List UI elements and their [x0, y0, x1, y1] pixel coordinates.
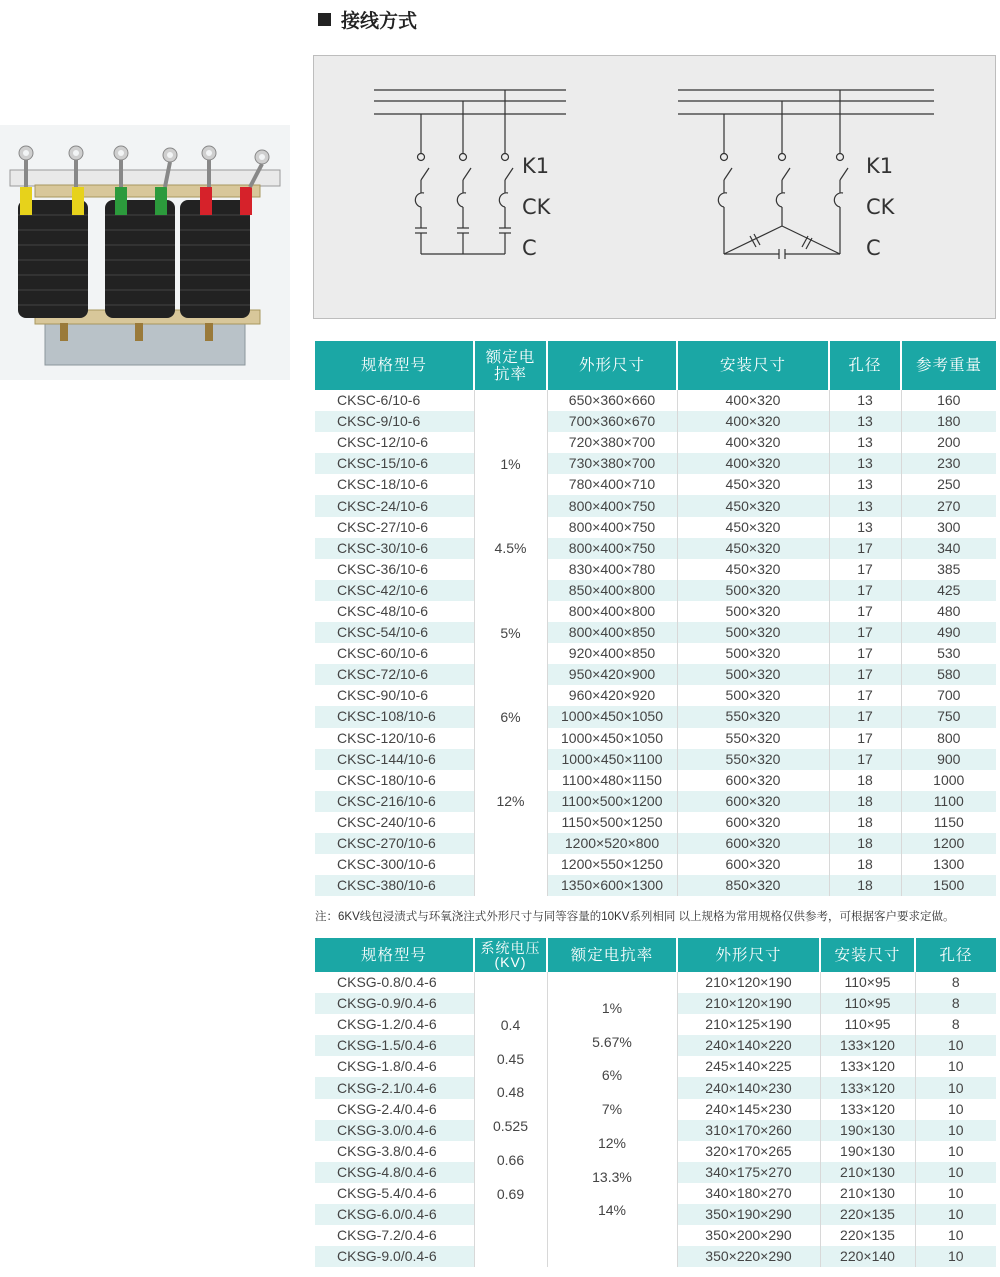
mounting-cell: 210×130 [820, 1183, 915, 1204]
dimensions-cell: 340×180×270 [677, 1183, 820, 1204]
mounting-cell: 600×320 [677, 812, 829, 833]
reactor-product-photo [0, 125, 290, 380]
model-cell: CKSC-12/10-6 [315, 432, 474, 453]
mounting-cell: 600×320 [677, 833, 829, 854]
table-row [315, 875, 996, 896]
reactance-value: 1% [601, 999, 623, 1016]
weight-cell: 270 [901, 495, 996, 516]
reactance-value: 1% [500, 455, 521, 472]
dimensions-cell: 950×420×900 [547, 664, 677, 685]
hole-cell: 13 [829, 411, 901, 432]
dimensions-cell: 1200×550×1250 [547, 854, 677, 875]
reactance-value: 6% [601, 1067, 623, 1084]
mounting-cell: 450×320 [677, 474, 829, 495]
header-hole: 孔径 [915, 938, 996, 972]
table-row [315, 643, 996, 664]
dimensions-cell: 1100×500×1200 [547, 791, 677, 812]
weight-cell: 1500 [901, 875, 996, 896]
mounting-cell: 500×320 [677, 601, 829, 622]
table-row [315, 664, 996, 685]
table-row [315, 538, 996, 559]
header-model: 规格型号 [315, 938, 474, 972]
dimensions-cell: 730×380×700 [547, 453, 677, 474]
dimensions-cell: 850×400×800 [547, 580, 677, 601]
mounting-cell: 550×320 [677, 728, 829, 749]
left-c-label: C [522, 236, 537, 260]
hole-cell: 13 [829, 474, 901, 495]
table-row [315, 580, 996, 601]
dimensions-cell: 800×400×850 [547, 622, 677, 643]
header-dimensions: 外形尺寸 [547, 341, 677, 390]
model-cell: CKSC-90/10-6 [315, 685, 474, 706]
header-mounting: 安装尺寸 [677, 341, 829, 390]
reactance-value: 5% [500, 624, 521, 641]
mounting-cell: 190×130 [820, 1141, 915, 1162]
voltage-value: 0.66 [496, 1151, 525, 1168]
weight-cell: 425 [901, 580, 996, 601]
dimensions-cell: 210×120×190 [677, 993, 820, 1014]
table-row [315, 474, 996, 495]
header-dimensions: 外形尺寸 [677, 938, 820, 972]
wiring-diagram [313, 55, 996, 319]
right-ck-label: CK [866, 195, 895, 219]
mounting-cell: 400×320 [677, 432, 829, 453]
dimensions-cell: 830×400×780 [547, 559, 677, 580]
reactance-merged-cell [474, 390, 547, 896]
model-cell: CKSC-144/10-6 [315, 749, 474, 770]
model-cell: CKSC-24/10-6 [315, 495, 474, 516]
hole-cell: 10 [915, 1035, 996, 1056]
dimensions-cell: 780×400×710 [547, 474, 677, 495]
hole-cell: 10 [915, 1162, 996, 1183]
reactance-value: 7% [601, 1101, 623, 1118]
header-weight: 参考重量 [901, 341, 996, 390]
mounting-cell: 550×320 [677, 749, 829, 770]
dimensions-cell: 800×400×750 [547, 538, 677, 559]
weight-cell: 700 [901, 685, 996, 706]
weight-cell: 490 [901, 622, 996, 643]
dimensions-cell: 720×380×700 [547, 432, 677, 453]
voltage-merged-cell [474, 972, 547, 1267]
hole-cell: 13 [829, 453, 901, 474]
model-cell: CKSG-2.1/0.4-6 [315, 1077, 474, 1098]
table-row [315, 411, 996, 432]
dimensions-cell: 1000×450×1050 [547, 706, 677, 727]
model-cell: CKSC-60/10-6 [315, 643, 474, 664]
footnote: 注：6KV线包浸渍式与环氧浇注式外形尺寸与同等容量的10KV系列相同 以上规格为常用规格仅供参考，可根据客户要求定做。 [315, 911, 955, 923]
voltage-value: 0.4 [500, 1016, 521, 1033]
hole-cell: 17 [829, 643, 901, 664]
mounting-cell: 450×320 [677, 559, 829, 580]
model-cell: CKSC-30/10-6 [315, 538, 474, 559]
mounting-cell: 500×320 [677, 664, 829, 685]
mounting-cell: 450×320 [677, 538, 829, 559]
dimensions-cell: 1350×600×1300 [547, 875, 677, 896]
model-cell: CKSC-72/10-6 [315, 664, 474, 685]
mounting-cell: 600×320 [677, 791, 829, 812]
hole-cell: 10 [915, 1225, 996, 1246]
model-cell: CKSC-108/10-6 [315, 706, 474, 727]
weight-cell: 800 [901, 728, 996, 749]
hole-cell: 13 [829, 517, 901, 538]
weight-cell: 160 [901, 390, 996, 411]
weight-cell: 1300 [901, 854, 996, 875]
weight-cell: 900 [901, 749, 996, 770]
right-k1-label: K1 [866, 154, 894, 178]
hole-cell: 13 [829, 495, 901, 516]
hole-cell: 17 [829, 664, 901, 685]
voltage-value: 0.525 [492, 1118, 529, 1135]
dimensions-cell: 800×400×800 [547, 601, 677, 622]
mounting-cell: 500×320 [677, 622, 829, 643]
table-row [315, 517, 996, 538]
mounting-cell: 500×320 [677, 643, 829, 664]
hole-cell: 17 [829, 538, 901, 559]
table-row [315, 622, 996, 643]
hole-cell: 8 [915, 1014, 996, 1035]
reactance-merged-cell [547, 972, 677, 1267]
dimensions-cell: 320×170×265 [677, 1141, 820, 1162]
table-row [315, 770, 996, 791]
model-cell: CKSG-2.4/0.4-6 [315, 1099, 474, 1120]
model-cell: CKSG-9.0/0.4-6 [315, 1246, 474, 1267]
weight-cell: 230 [901, 453, 996, 474]
reactance-value: 14% [597, 1202, 627, 1219]
section-title [318, 6, 417, 32]
mounting-cell: 450×320 [677, 517, 829, 538]
dimensions-cell: 700×360×670 [547, 411, 677, 432]
mounting-cell: 133×120 [820, 1035, 915, 1056]
voltage-value: 0.69 [496, 1185, 525, 1202]
table-row [315, 854, 996, 875]
model-cell: CKSC-27/10-6 [315, 517, 474, 538]
model-cell: CKSC-36/10-6 [315, 559, 474, 580]
dimensions-cell: 1000×450×1100 [547, 749, 677, 770]
model-cell: CKSG-3.8/0.4-6 [315, 1141, 474, 1162]
hole-cell: 10 [915, 1099, 996, 1120]
model-cell: CKSC-180/10-6 [315, 770, 474, 791]
mounting-cell: 110×95 [820, 993, 915, 1014]
dimensions-cell: 800×400×750 [547, 495, 677, 516]
header-mounting: 安装尺寸 [820, 938, 915, 972]
model-cell: CKSC-240/10-6 [315, 812, 474, 833]
model-cell: CKSC-48/10-6 [315, 601, 474, 622]
hole-cell: 18 [829, 854, 901, 875]
dimensions-cell: 1200×520×800 [547, 833, 677, 854]
dimensions-cell: 920×400×850 [547, 643, 677, 664]
weight-cell: 250 [901, 474, 996, 495]
model-cell: CKSC-6/10-6 [315, 390, 474, 411]
reactance-value: 4.5% [494, 540, 527, 557]
reactance-value: 13.3% [592, 1168, 632, 1185]
reactance-value: 12% [496, 793, 525, 810]
dimensions-cell: 310×170×260 [677, 1120, 820, 1141]
hole-cell: 10 [915, 1120, 996, 1141]
mounting-cell: 220×140 [820, 1246, 915, 1267]
table-row [315, 728, 996, 749]
hole-cell: 17 [829, 728, 901, 749]
table-row [315, 749, 996, 770]
square-bullet-icon [318, 13, 331, 26]
mounting-cell: 500×320 [677, 580, 829, 601]
mounting-cell: 550×320 [677, 706, 829, 727]
dimensions-cell: 240×140×230 [677, 1077, 820, 1098]
dimensions-cell: 340×175×270 [677, 1162, 820, 1183]
header-voltage: 系统电压(KV) [474, 938, 547, 972]
table-row [315, 685, 996, 706]
reactance-value: 5.67% [592, 1033, 632, 1050]
weight-cell: 1000 [901, 770, 996, 791]
mounting-cell: 450×320 [677, 495, 829, 516]
weight-cell: 750 [901, 706, 996, 727]
left-ck-label: CK [522, 195, 551, 219]
dimensions-cell: 1000×450×1050 [547, 728, 677, 749]
model-cell: CKSC-54/10-6 [315, 622, 474, 643]
header-reactance: 额定电抗率 [474, 341, 547, 390]
cksc-spec-table [315, 341, 996, 896]
dimensions-cell: 245×140×225 [677, 1056, 820, 1077]
table-row [315, 833, 996, 854]
weight-cell: 180 [901, 411, 996, 432]
section-title-text: 接线方式 [341, 10, 418, 32]
mounting-cell: 110×95 [820, 972, 915, 993]
cksg-spec-table [315, 938, 996, 1267]
right-c-label: C [866, 236, 881, 260]
weight-cell: 340 [901, 538, 996, 559]
header-model: 规格型号 [315, 341, 474, 390]
model-cell: CKSC-15/10-6 [315, 453, 474, 474]
mounting-cell: 133×120 [820, 1099, 915, 1120]
weight-cell: 1150 [901, 812, 996, 833]
table-row [315, 495, 996, 516]
hole-cell: 18 [829, 812, 901, 833]
dimensions-cell: 210×125×190 [677, 1014, 820, 1035]
model-cell: CKSC-18/10-6 [315, 474, 474, 495]
table-row [315, 453, 996, 474]
hole-cell: 17 [829, 749, 901, 770]
hole-cell: 18 [829, 875, 901, 896]
model-cell: CKSG-0.9/0.4-6 [315, 993, 474, 1014]
model-cell: CKSG-3.0/0.4-6 [315, 1120, 474, 1141]
model-cell: CKSC-270/10-6 [315, 833, 474, 854]
voltage-value: 0.45 [496, 1050, 525, 1067]
dimensions-cell: 350×190×290 [677, 1204, 820, 1225]
hole-cell: 8 [915, 972, 996, 993]
model-cell: CKSC-380/10-6 [315, 875, 474, 896]
voltage-value: 0.48 [496, 1084, 525, 1101]
table-row [315, 706, 996, 727]
header-hole: 孔径 [829, 341, 901, 390]
hole-cell: 8 [915, 993, 996, 1014]
weight-cell: 480 [901, 601, 996, 622]
mounting-cell: 210×130 [820, 1162, 915, 1183]
weight-cell: 300 [901, 517, 996, 538]
mounting-cell: 220×135 [820, 1225, 915, 1246]
mounting-cell: 133×120 [820, 1056, 915, 1077]
dimensions-cell: 240×140×220 [677, 1035, 820, 1056]
model-cell: CKSG-5.4/0.4-6 [315, 1183, 474, 1204]
model-cell: CKSG-6.0/0.4-6 [315, 1204, 474, 1225]
weight-cell: 385 [901, 559, 996, 580]
table-row [315, 390, 996, 411]
left-branch-1 [415, 114, 429, 254]
mounting-cell: 400×320 [677, 411, 829, 432]
model-cell: CKSC-216/10-6 [315, 791, 474, 812]
table-row [315, 559, 996, 580]
dimensions-cell: 350×220×290 [677, 1246, 820, 1267]
mounting-cell: 400×320 [677, 453, 829, 474]
hole-cell: 17 [829, 622, 901, 643]
table-header-row [315, 938, 996, 972]
hole-cell: 18 [829, 770, 901, 791]
table-row [315, 791, 996, 812]
mounting-cell: 190×130 [820, 1120, 915, 1141]
hole-cell: 13 [829, 432, 901, 453]
mounting-cell: 500×320 [677, 685, 829, 706]
weight-cell: 1200 [901, 833, 996, 854]
dimensions-cell: 650×360×660 [547, 390, 677, 411]
weight-cell: 530 [901, 643, 996, 664]
model-cell: CKSC-300/10-6 [315, 854, 474, 875]
hole-cell: 13 [829, 390, 901, 411]
hole-cell: 10 [915, 1246, 996, 1267]
dimensions-cell: 350×200×290 [677, 1225, 820, 1246]
dimensions-cell: 1150×500×1250 [547, 812, 677, 833]
mounting-cell: 110×95 [820, 1014, 915, 1035]
model-cell: CKSC-120/10-6 [315, 728, 474, 749]
header-reactance: 额定电抗率 [547, 938, 677, 972]
dimensions-cell: 960×420×920 [547, 685, 677, 706]
table-header-row [315, 341, 996, 390]
hole-cell: 17 [829, 580, 901, 601]
reactance-value: 12% [597, 1134, 627, 1151]
reactance-value: 6% [500, 709, 521, 726]
weight-cell: 200 [901, 432, 996, 453]
mounting-cell: 600×320 [677, 854, 829, 875]
dimensions-cell: 210×120×190 [677, 972, 820, 993]
model-cell: CKSG-0.8/0.4-6 [315, 972, 474, 993]
weight-cell: 580 [901, 664, 996, 685]
table-row [315, 432, 996, 453]
model-cell: CKSC-9/10-6 [315, 411, 474, 432]
hole-cell: 10 [915, 1141, 996, 1162]
hole-cell: 17 [829, 685, 901, 706]
hole-cell: 17 [829, 706, 901, 727]
model-cell: CKSG-1.2/0.4-6 [315, 1014, 474, 1035]
hole-cell: 10 [915, 1077, 996, 1098]
model-cell: CKSG-1.5/0.4-6 [315, 1035, 474, 1056]
hole-cell: 10 [915, 1056, 996, 1077]
mounting-cell: 600×320 [677, 770, 829, 791]
mounting-cell: 220×135 [820, 1204, 915, 1225]
hole-cell: 10 [915, 1183, 996, 1204]
left-k1-label: K1 [522, 154, 550, 178]
model-cell: CKSC-42/10-6 [315, 580, 474, 601]
mounting-cell: 850×320 [677, 875, 829, 896]
table-row [315, 601, 996, 622]
mounting-cell: 400×320 [677, 390, 829, 411]
hole-cell: 10 [915, 1204, 996, 1225]
model-cell: CKSG-7.2/0.4-6 [315, 1225, 474, 1246]
hole-cell: 17 [829, 601, 901, 622]
hole-cell: 17 [829, 559, 901, 580]
weight-cell: 1100 [901, 791, 996, 812]
model-cell: CKSG-4.8/0.4-6 [315, 1162, 474, 1183]
dimensions-cell: 1100×480×1150 [547, 770, 677, 791]
table-row [315, 812, 996, 833]
hole-cell: 18 [829, 833, 901, 854]
table-row [315, 972, 996, 993]
dimensions-cell: 800×400×750 [547, 517, 677, 538]
model-cell: CKSG-1.8/0.4-6 [315, 1056, 474, 1077]
dimensions-cell: 240×145×230 [677, 1099, 820, 1120]
hole-cell: 18 [829, 791, 901, 812]
mounting-cell: 133×120 [820, 1077, 915, 1098]
